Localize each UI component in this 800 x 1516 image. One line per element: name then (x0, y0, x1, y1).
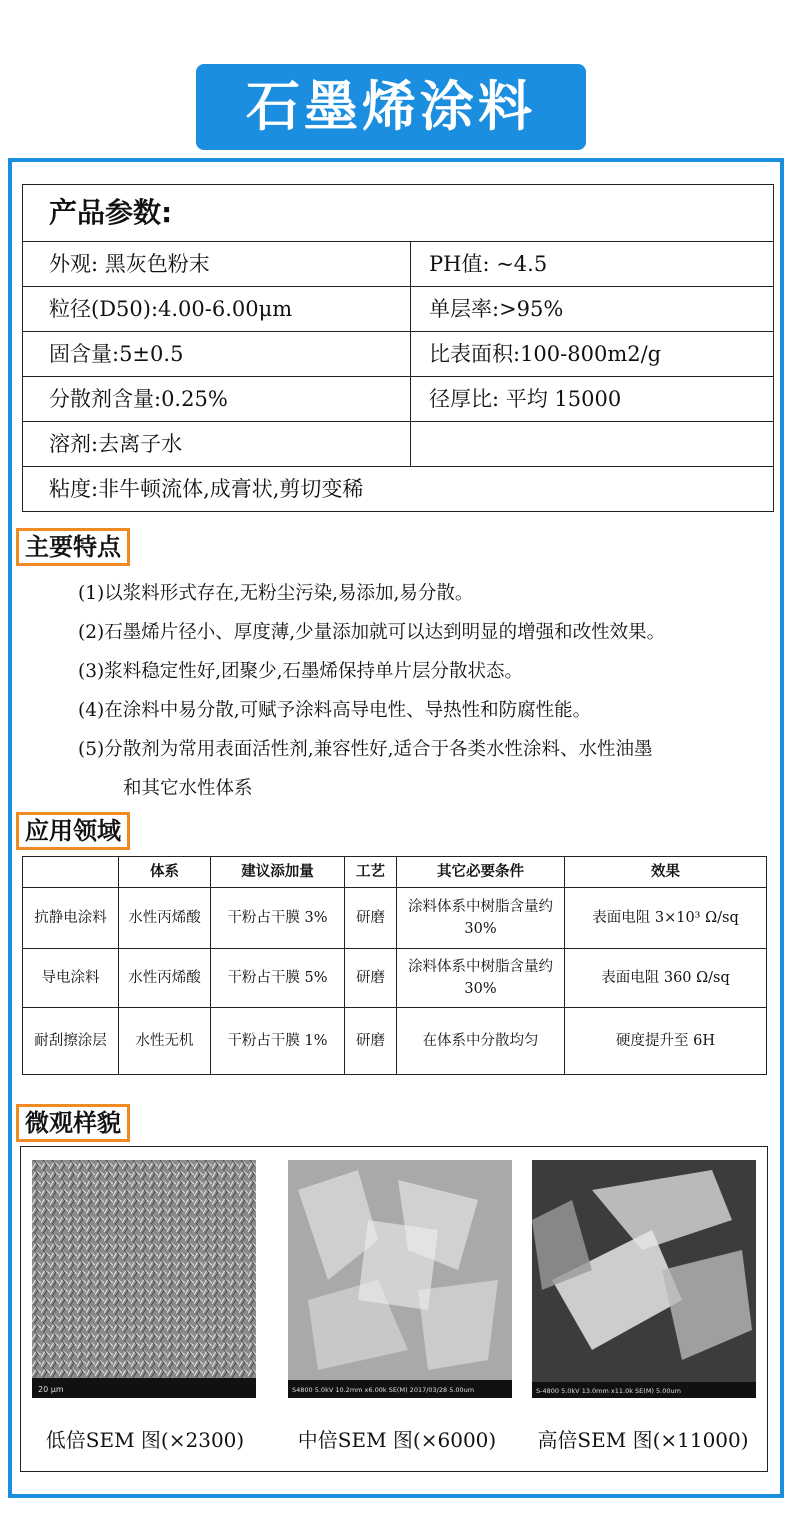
feature-item: (5)分散剂为常用表面活性剂,兼容性好,适合于各类水性涂料、水性油墨 (78, 739, 653, 760)
feature-item-continuation: 和其它水性体系 (123, 778, 253, 799)
sem-image-label: S4800 5.0kV 10.2mm x6.00k SE(M) 2017/03/28 5.00um (292, 1386, 475, 1394)
features-heading: 主要特点 (16, 528, 130, 566)
table-row (23, 1008, 767, 1075)
sem-image-low (32, 1160, 256, 1398)
param-cell: 单层率:>95% (429, 297, 564, 321)
table-header: 建议添加量 (211, 857, 345, 888)
sem-image-high (532, 1160, 756, 1398)
features-list (78, 574, 778, 808)
table-header: 体系 (119, 857, 211, 888)
table-cell: 涂料体系中树脂含量约 30% (397, 888, 565, 949)
table-row (23, 949, 767, 1008)
feature-item: (1)以浆料形式存在,无粉尘污染,易添加,易分散。 (78, 583, 474, 604)
table-cell: 耐刮擦涂层 (23, 1008, 119, 1075)
table-row (23, 888, 767, 949)
table-cell: 水性丙烯酸 (119, 888, 211, 949)
param-cell: 溶剂:去离子水 (23, 422, 411, 466)
table-header: 其它必要条件 (397, 857, 565, 888)
params-table (22, 184, 774, 512)
table-cell: 表面电阻 360 Ω/sq (565, 949, 767, 1008)
feature-item: (4)在涂料中易分散,可赋予涂料高导电性、导热性和防腐性能。 (78, 700, 592, 721)
table-cell: 导电涂料 (23, 949, 119, 1008)
param-cell: 固含量:5±0.5 (23, 332, 411, 376)
params-heading: 产品参数: (23, 185, 773, 242)
param-cell: 分散剂含量:0.25% (23, 377, 411, 421)
params-row (23, 242, 773, 287)
sem-caption-low: 低倍SEM 图(×2300) (45, 1428, 245, 1452)
applications-table (22, 856, 767, 1075)
table-cell: 研磨 (345, 949, 397, 1008)
table-header: 效果 (565, 857, 767, 888)
page-title: 石墨烯涂料 (196, 64, 586, 150)
table-cell: 抗静电涂料 (23, 888, 119, 949)
sem-caption-high: 高倍SEM 图(×11000) (537, 1428, 749, 1452)
applications-heading: 应用领域 (16, 812, 130, 850)
sem-image-mid (288, 1160, 512, 1398)
param-cell (411, 422, 773, 466)
feature-item: (2)石墨烯片径小、厚度薄,少量添加就可以达到明显的增强和改性效果。 (78, 622, 666, 643)
param-cell: PH值: ~4.5 (429, 252, 548, 276)
param-cell: 径厚比: 平均 15000 (429, 387, 622, 411)
table-cell: 研磨 (345, 888, 397, 949)
table-cell: 硬度提升至 6H (565, 1008, 767, 1075)
params-row (23, 332, 773, 377)
table-header (23, 857, 119, 888)
table-cell: 水性无机 (119, 1008, 211, 1075)
table-header: 工艺 (345, 857, 397, 888)
params-row (23, 287, 773, 332)
sem-image-label: S-4800 5.0kV 13.0mm x11.0k SE(M) 5.00um (536, 1387, 681, 1395)
micro-heading: 微观样貌 (16, 1104, 130, 1142)
params-row (23, 422, 773, 467)
param-cell-viscosity: 粘度:非牛顿流体,成膏状,剪切变稀 (49, 477, 364, 501)
table-cell: 干粉占干膜 5% (211, 949, 345, 1008)
table-cell: 干粉占干膜 1% (211, 1008, 345, 1075)
params-row (23, 377, 773, 422)
param-cell: 比表面积:100-800m2/g (429, 342, 662, 366)
table-cell: 在体系中分散均匀 (397, 1008, 565, 1075)
sem-image-label: 20 μm (38, 1385, 64, 1394)
table-cell: 研磨 (345, 1008, 397, 1075)
table-cell: 水性丙烯酸 (119, 949, 211, 1008)
feature-item: (3)浆料稳定性好,团聚少,石墨烯保持单片层分散状态。 (78, 661, 523, 682)
params-row (23, 467, 773, 511)
param-cell: 外观: 黑灰色粉末 (23, 242, 411, 286)
table-header-row (23, 857, 767, 888)
table-cell: 涂料体系中树脂含量约 30% (397, 949, 565, 1008)
sem-caption-mid: 中倍SEM 图(×6000) (297, 1428, 497, 1452)
table-cell: 表面电阻 3×10³ Ω/sq (565, 888, 767, 949)
param-cell: 粒径(D50):4.00-6.00μm (23, 287, 411, 331)
table-cell: 干粉占干膜 3% (211, 888, 345, 949)
